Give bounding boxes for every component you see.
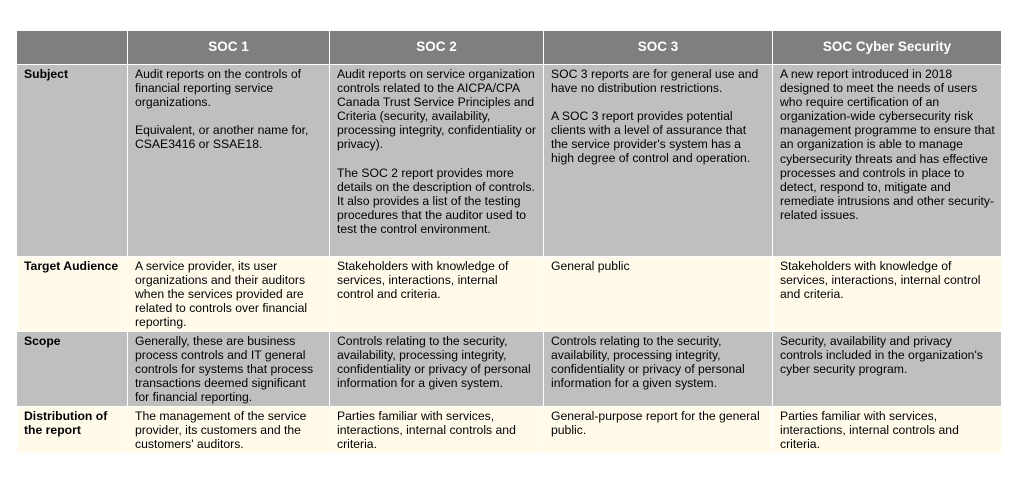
header-corner-cell xyxy=(17,31,128,65)
cell-distribution-soc3 xyxy=(544,407,773,454)
cell-paragraph: Stakeholders with knowledge of services, interactions, internal control and criteria. xyxy=(780,259,981,302)
cell-audience-soc2 xyxy=(330,257,544,332)
cell-paragraph: General-purpose report for the general public. xyxy=(551,409,760,438)
header-soc3: SOC 3 xyxy=(544,31,773,65)
cell-subject-soc-cyber xyxy=(773,65,1002,257)
cell-paragraph: The SOC 2 report provides more details on the description of controls. It also provides a list of the testing procedures that the auditor used to test the control environment. xyxy=(337,165,535,236)
cell-paragraph: Controls relating to the security, availability, processing integrity, confidentiality or privacy of personal information for a given system. xyxy=(337,334,531,391)
cell-paragraph: The management of the service provider, its customers and the customers' auditors. xyxy=(135,409,307,452)
cell-subject-soc1 xyxy=(128,65,330,257)
cell-scope-soc1 xyxy=(128,332,330,407)
cell-audience-soc-cyber xyxy=(773,257,1002,332)
cell-audience-soc1 xyxy=(128,257,330,332)
header-soc-cyber-security: SOC Cyber Security xyxy=(773,31,1002,65)
cell-paragraph: Audit reports on the controls of financial reporting service organizations. xyxy=(135,67,301,110)
cell-paragraph: Parties familiar with services, interactions, internal controls and criteria. xyxy=(780,409,959,452)
row-subject xyxy=(17,65,1002,257)
header-soc1: SOC 1 xyxy=(128,31,330,65)
cell-distribution-soc1 xyxy=(128,407,330,454)
cell-distribution-soc-cyber xyxy=(773,407,1002,454)
cell-paragraph: Equivalent, or another name for, CSAE3416 or SSAE18. xyxy=(135,123,309,152)
cell-paragraph: Security, availability and privacy controls included in the organization's cyber security program. xyxy=(780,334,983,377)
comparison-table-container xyxy=(16,30,1001,454)
row-label-subject: Subject xyxy=(17,65,128,257)
row-scope xyxy=(17,332,1002,407)
cell-paragraph: A service provider, its user organizations and their auditors when the services provided are related to controls over financial reporting. xyxy=(135,259,308,330)
cell-distribution-soc2 xyxy=(330,407,544,454)
header-row xyxy=(17,31,1002,65)
cell-subject-soc3 xyxy=(544,65,773,257)
soc-comparison-table xyxy=(16,30,1002,454)
cell-paragraph: SOC 3 reports are for general use and have no distribution restrictions. xyxy=(551,67,759,96)
cell-paragraph: Audit reports on service organization controls related to the AICPA/CPA Canada Trust Service Principles and Criteria (security, availability, processing integrity, confidentiality or privacy). xyxy=(337,67,536,152)
row-distribution xyxy=(17,407,1002,454)
row-label-target-audience: Target Audience xyxy=(17,257,128,332)
cell-paragraph: General public xyxy=(551,259,630,273)
row-label-distribution: Distribution of the report xyxy=(17,407,128,454)
header-soc2: SOC 2 xyxy=(330,31,544,65)
cell-scope-soc3 xyxy=(544,332,773,407)
cell-subject-soc2 xyxy=(330,65,544,257)
cell-paragraph: Parties familiar with services, interactions, internal controls and criteria. xyxy=(337,409,516,452)
cell-paragraph: Controls relating to the security, availability, processing integrity, confidentiality or privacy of personal information for a given system. xyxy=(551,334,745,391)
cell-scope-soc-cyber xyxy=(773,332,1002,407)
row-label-scope: Scope xyxy=(17,332,128,407)
cell-audience-soc3 xyxy=(544,257,773,332)
cell-paragraph: Stakeholders with knowledge of services, interactions, internal control and criteria. xyxy=(337,259,509,302)
row-target-audience xyxy=(17,257,1002,332)
cell-scope-soc2 xyxy=(330,332,544,407)
cell-paragraph: A SOC 3 report provides potential clients with a level of assurance that the service provider's system has a high degree of control and operation. xyxy=(551,109,751,166)
cell-paragraph: A new report introduced in 2018 designed to meet the needs of users who require certification of an organization-wide cybersecurity risk management programme to ensure that an organization is able to manage cybersecurity threats and has effective processes and controls in place to detect, respond to, mitigate and remediate intrusions and other security-related issues. xyxy=(780,67,995,222)
cell-paragraph: Generally, these are business process controls and IT general controls for systems that process transactions deemed significant for financial reporting. xyxy=(135,334,314,405)
